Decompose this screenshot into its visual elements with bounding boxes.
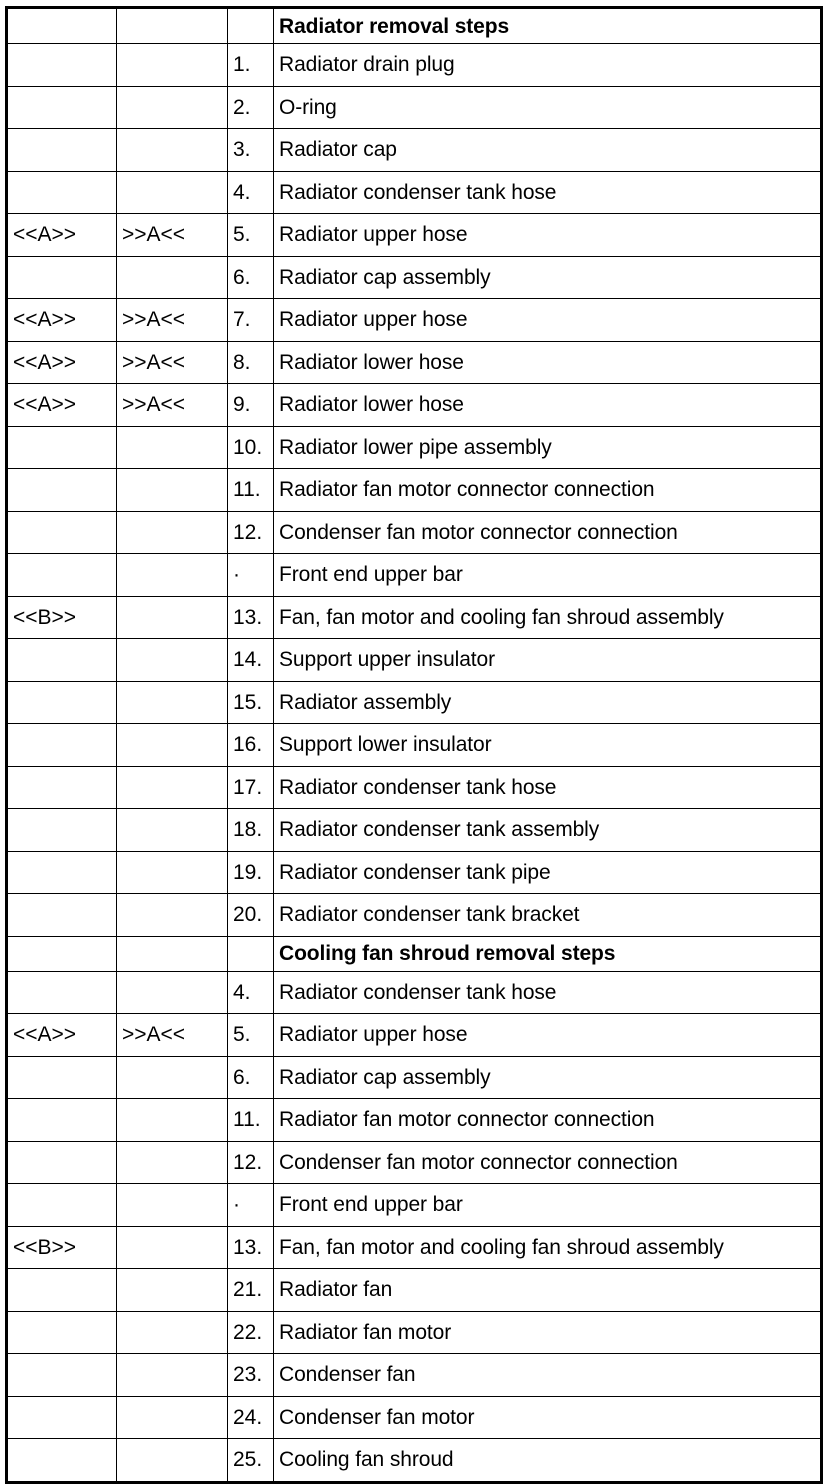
step-name-cell: Radiator cap assembly [274,1056,822,1099]
step-row [7,894,822,937]
step-name-cell: Front end upper bar [274,1184,822,1227]
step-name-cell: Front end upper bar [274,554,822,597]
step-number-cell: 12. [228,511,274,554]
removal-reference-cell [7,1439,117,1483]
removal-reference-cell [7,766,117,809]
step-number-cell: · [228,1184,274,1227]
removal-reference-cell [7,426,117,469]
removal-reference-cell [7,129,117,172]
removal-reference-cell [7,724,117,767]
step-name-cell: Radiator cap [274,129,822,172]
installation-reference-cell [117,554,228,597]
installation-reference-cell [117,766,228,809]
installation-reference-cell [117,1099,228,1142]
removal-reference-cell: <<A>> [7,214,117,257]
step-name-cell: Radiator lower pipe assembly [274,426,822,469]
step-row [7,299,822,342]
step-number-cell: 13. [228,1226,274,1269]
removal-reference-cell: <<A>> [7,1014,117,1057]
installation-reference-cell [117,1269,228,1312]
installation-reference-cell: >>A<< [117,299,228,342]
step-row [7,1184,822,1227]
step-number-cell: 22. [228,1311,274,1354]
step-number-cell: 13. [228,596,274,639]
step-row [7,86,822,129]
step-name-cell: Radiator fan [274,1269,822,1312]
step-number-cell: 25. [228,1439,274,1483]
step-name-cell: Radiator condenser tank hose [274,171,822,214]
step-row [7,554,822,597]
installation-reference-cell [117,171,228,214]
step-number-cell: 21. [228,1269,274,1312]
step-number-cell: 10. [228,426,274,469]
step-name-cell: Radiator condenser tank bracket [274,894,822,937]
removal-reference-cell [7,894,117,937]
removal-reference-cell [7,1396,117,1439]
removal-reference-cell [7,256,117,299]
step-number-cell [228,8,274,44]
removal-reference-cell [7,1269,117,1312]
installation-reference-cell [117,256,228,299]
step-name-cell: Support upper insulator [274,639,822,682]
step-row [7,971,822,1014]
step-row [7,214,822,257]
step-row [7,511,822,554]
removal-reference-cell [7,809,117,852]
step-name-cell: Condenser fan [274,1354,822,1397]
removal-reference-cell [7,851,117,894]
installation-reference-cell [117,469,228,512]
step-row [7,129,822,172]
step-name-cell: Radiator condenser tank hose [274,971,822,1014]
installation-reference-cell: >>A<< [117,214,228,257]
step-number-cell: 11. [228,1099,274,1142]
installation-reference-cell [117,1354,228,1397]
removal-reference-cell: <<A>> [7,341,117,384]
step-number-cell: 4. [228,971,274,1014]
section-heading-row [7,8,822,44]
step-number-cell: 1. [228,44,274,87]
step-name-cell: Radiator fan motor [274,1311,822,1354]
installation-reference-cell [117,724,228,767]
step-number-cell: 6. [228,256,274,299]
step-name-cell: Radiator cap assembly [274,256,822,299]
installation-reference-cell [117,1184,228,1227]
installation-reference-cell [117,1226,228,1269]
step-row [7,639,822,682]
installation-reference-cell [117,129,228,172]
installation-reference-cell [117,86,228,129]
installation-reference-cell [117,681,228,724]
installation-reference-cell [117,1439,228,1483]
step-row [7,469,822,512]
step-row [7,1226,822,1269]
step-name-cell: Condenser fan motor [274,1396,822,1439]
step-name-cell: Radiator condenser tank assembly [274,809,822,852]
step-name-cell: Condenser fan motor connector connection [274,511,822,554]
removal-reference-cell [7,1311,117,1354]
removal-reference-cell [7,1184,117,1227]
step-number-cell: 15. [228,681,274,724]
step-name-cell: Radiator lower hose [274,341,822,384]
step-name-cell: Radiator fan motor connector connection [274,1099,822,1142]
removal-reference-cell [7,639,117,682]
removal-reference-cell [7,936,117,971]
step-name-cell: Radiator assembly [274,681,822,724]
step-row [7,1141,822,1184]
step-name-cell: Radiator condenser tank hose [274,766,822,809]
step-number-cell: 17. [228,766,274,809]
step-row [7,724,822,767]
step-number-cell: 18. [228,809,274,852]
step-row [7,1311,822,1354]
step-number-cell: 24. [228,1396,274,1439]
section-heading-title: Radiator removal steps [274,8,822,44]
step-name-cell: Radiator upper hose [274,1014,822,1057]
step-row [7,1439,822,1483]
step-row [7,1014,822,1057]
step-row [7,809,822,852]
step-number-cell: · [228,554,274,597]
step-name-cell: Radiator upper hose [274,214,822,257]
step-row [7,1056,822,1099]
removal-reference-cell [7,1354,117,1397]
step-name-cell: Radiator upper hose [274,299,822,342]
step-number-cell: 3. [228,129,274,172]
step-row [7,171,822,214]
removal-reference-cell [7,554,117,597]
installation-reference-cell [117,1056,228,1099]
installation-reference-cell: >>A<< [117,1014,228,1057]
removal-reference-cell [7,86,117,129]
removal-steps-table [5,6,823,1484]
step-number-cell: 19. [228,851,274,894]
removal-reference-cell [7,1099,117,1142]
step-number-cell: 11. [228,469,274,512]
step-row [7,426,822,469]
installation-reference-cell [117,511,228,554]
step-row [7,384,822,427]
step-number-cell: 5. [228,1014,274,1057]
installation-reference-cell [117,809,228,852]
removal-reference-cell [7,44,117,87]
step-number-cell: 9. [228,384,274,427]
step-name-cell: Cooling fan shroud [274,1439,822,1483]
installation-reference-cell [117,851,228,894]
step-name-cell: Radiator condenser tank pipe [274,851,822,894]
step-number-cell: 23. [228,1354,274,1397]
step-number-cell: 16. [228,724,274,767]
step-row [7,1396,822,1439]
step-row [7,766,822,809]
removal-reference-cell: <<B>> [7,596,117,639]
step-name-cell: Radiator fan motor connector connection [274,469,822,512]
removal-reference-cell [7,469,117,512]
step-name-cell: O-ring [274,86,822,129]
installation-reference-cell [117,44,228,87]
installation-reference-cell [117,639,228,682]
removal-reference-cell [7,8,117,44]
step-number-cell: 5. [228,214,274,257]
step-name-cell: Fan, fan motor and cooling fan shroud assembly [274,596,822,639]
installation-reference-cell: >>A<< [117,341,228,384]
step-row [7,596,822,639]
installation-reference-cell [117,1311,228,1354]
step-number-cell: 20. [228,894,274,937]
section-heading-title: Cooling fan shroud removal steps [274,936,822,971]
step-name-cell: Support lower insulator [274,724,822,767]
installation-reference-cell [117,1141,228,1184]
step-name-cell: Radiator drain plug [274,44,822,87]
step-number-cell: 4. [228,171,274,214]
removal-reference-cell [7,171,117,214]
step-row [7,256,822,299]
step-name-cell: Fan, fan motor and cooling fan shroud assembly [274,1226,822,1269]
installation-reference-cell: >>A<< [117,384,228,427]
installation-reference-cell [117,894,228,937]
step-row [7,1354,822,1397]
step-row [7,1099,822,1142]
installation-reference-cell [117,936,228,971]
step-name-cell: Radiator lower hose [274,384,822,427]
step-number-cell: 14. [228,639,274,682]
step-number-cell: 6. [228,1056,274,1099]
step-row [7,1269,822,1312]
removal-reference-cell: <<B>> [7,1226,117,1269]
removal-reference-cell: <<A>> [7,299,117,342]
step-number-cell: 8. [228,341,274,384]
step-number-cell [228,936,274,971]
installation-reference-cell [117,426,228,469]
step-row [7,341,822,384]
step-number-cell: 2. [228,86,274,129]
step-number-cell: 12. [228,1141,274,1184]
removal-reference-cell [7,1056,117,1099]
step-number-cell: 7. [228,299,274,342]
removal-reference-cell [7,511,117,554]
removal-reference-cell [7,971,117,1014]
installation-reference-cell [117,1396,228,1439]
removal-steps-body [7,8,822,1483]
removal-reference-cell [7,681,117,724]
step-row [7,681,822,724]
installation-reference-cell [117,971,228,1014]
section-heading-row [7,936,822,971]
step-name-cell: Condenser fan motor connector connection [274,1141,822,1184]
installation-reference-cell [117,596,228,639]
step-row [7,851,822,894]
removal-reference-cell: <<A>> [7,384,117,427]
removal-reference-cell [7,1141,117,1184]
step-row [7,44,822,87]
installation-reference-cell [117,8,228,44]
